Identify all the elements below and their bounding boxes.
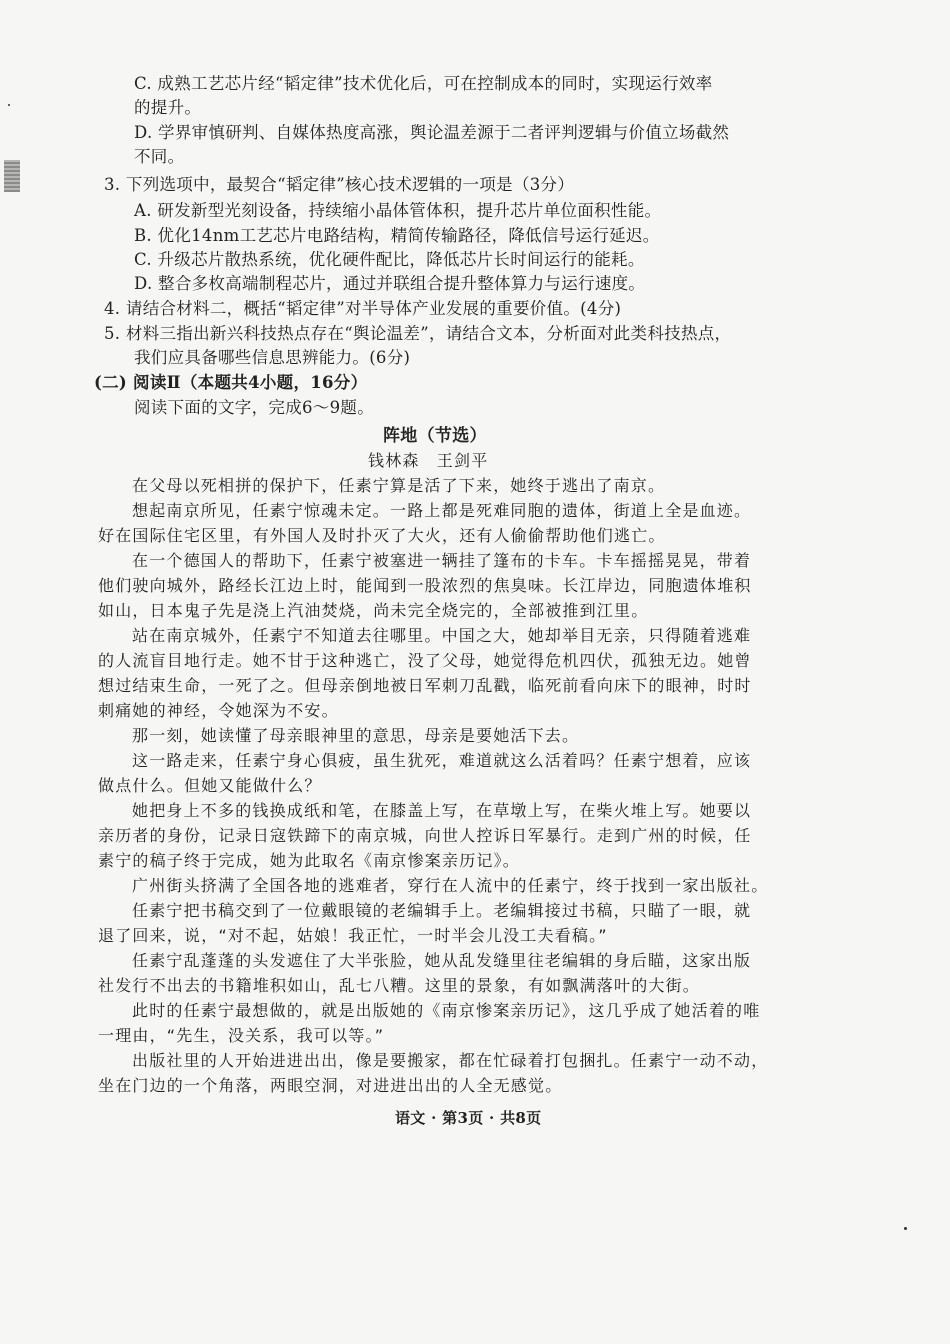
paragraph-line: 她把身上不多的钱换成纸和笔，在膝盖上写，在草墩上写，在柴火堆上写。她要以 [132,801,752,820]
paragraph-line: 想起南京所见，任素宁惊魂未定。一路上都是死难同胞的遗体，街道上全是血迹。 [132,501,752,520]
paragraph-line: 坐在门边的一个角落，两眼空洞，对进进出出的人全无感觉。 [98,1076,563,1095]
paragraph-line: 任素宁乱蓬蓬的头发遮住了大半张脸，她从乱发缝里往老编辑的身后瞄，这家出版 [132,951,752,970]
paragraph-line: 的人流盲目地行走。她不甘于这种逃亡，没了父母，她觉得危机四伏，孤独无边。她曾 [98,651,752,670]
option-d-line-2: 不同。 [134,147,185,166]
paragraph-line: 做点什么。但她又能做什么？ [98,776,322,795]
paragraph-line: 社发行不出去的书籍堆积如山，乱七八糟。这里的景象，有如飘满落叶的大街。 [98,976,701,995]
page-footer: 语文 · 第3页 · 共8页 [395,1109,542,1127]
paragraph-line: 那一刻，她读懂了母亲眼神里的意思，母亲是要她活下去。 [132,726,580,745]
reading-instruction: 阅读下面的文字，完成6～9题。 [134,398,374,417]
paragraph-line: 如山，日本鬼子先是浇上汽油焚烧，尚未完全烧完的，全部被推到江里。 [98,601,649,620]
scan-edge-mark [4,160,20,192]
paragraph-line: 出版社里的人开始进进出出，像是要搬家，都在忙碌着打包捆扎。任素宁一动不动， [132,1051,769,1070]
paragraph-line: 在一个德国人的帮助下，任素宁被塞进一辆挂了篷布的卡车。卡车摇摇晃晃，带着 [132,551,752,570]
paragraph-line: 亲历者的身份，记录日寇铁蹄下的南京城，向世人控诉日军暴行。走到广州的时候，任 [98,826,752,845]
option-c-line-2: 的提升。 [134,98,202,117]
paragraph-line: 退了回来，说，“对不起，姑娘！我正忙，一时半会儿没工夫看稿。” [98,926,608,945]
story-title: 阵地（节选） [383,426,487,446]
paragraph-line: 任素宁把书稿交到了一位戴眼镜的老编辑手上。老编辑接过书稿，只瞄了一眼，就 [132,901,752,920]
question-3-option-c: C. 升级芯片散热系统，优化硬件配比，降低芯片长时间运行的能耗。 [134,250,645,269]
paragraph-line: 广州街头挤满了全国各地的逃难者，穿行在人流中的任素宁，终于找到一家出版社。 [132,876,769,895]
paragraph-line: 这一路走来，任素宁身心俱疲，虽生犹死，难道就这么活着吗？任素宁想着，应该 [132,751,752,770]
question-3-option-d: D. 整合多枚高端制程芯片，通过并联组合提升整体算力与运行速度。 [134,274,646,293]
section-heading: (二) 阅读Ⅱ（本题共4小题，16分） [94,373,368,392]
question-5-line-1: 5. 材料三指出新兴科技热点存在“舆论温差”，请结合文本，分析面对此类科技热点， [104,324,732,343]
question-5-line-2: 我们应具备哪些信息思辨能力。(6分) [134,348,411,367]
paragraph-line: 一理由，“先生，没关系，我可以等。” [98,1026,385,1045]
paragraph-line: 此时的任素宁最想做的，就是出版她的《南京惨案亲历记》，这几乎成了她活着的唯 [132,1001,761,1020]
question-3: 3. 下列选项中，最契合“韬定律”核心技术逻辑的一项是（3分） [104,175,575,194]
paragraph-line: 他们驶向城外，路经长江边上时，能闻到一股浓烈的焦臭味。长江岸边，同胞遗体堆积 [98,576,752,595]
paragraph-line: 想过结束生命，一死了之。但母亲倒地被日军刺刀乱戳，临死前看向床下的眼神，时时 [98,676,752,695]
paragraph-line: 站在南京城外，任素宁不知道去往哪里。中国之大，她却举目无亲，只得随着逃难 [132,626,752,645]
question-3-option-a: A. 研发新型光刻设备，持续缩小晶体管体积，提升芯片单位面积性能。 [134,201,662,220]
paragraph-line: 刺痛她的神经，令她深为不安。 [98,701,339,720]
paragraph-line: 素宁的稿子终于完成，她为此取名《南京惨案亲历记》。 [98,851,521,870]
question-3-option-b: B. 优化14nm工艺芯片电路结构，精简传输路径，降低信号运行延迟。 [134,226,660,245]
option-c-line-1: C. 成熟工艺芯片经“韬定律”技术优化后，可在控制成本的同时，实现运行效率 [134,74,713,93]
question-4: 4. 请结合材料二，概括“韬定律”对半导体产业发展的重要价值。(4分) [104,299,622,318]
paragraph-line: 好在国际住宅区里，有外国人及时扑灭了大火，还有人偷偷帮助他们逃亡。 [98,526,666,545]
story-author: 钱林森 王剑平 [368,451,489,470]
option-d-line-1: D. 学界审慎研判、自媒体热度高涨，舆论温差源于二者评判逻辑与价值立场截然 [134,123,730,142]
scan-speck [8,104,10,106]
paragraph-line: 在父母以死相拼的保护下，任素宁算是活了下来，她终于逃出了南京。 [132,476,666,495]
scan-speck [904,1227,907,1230]
